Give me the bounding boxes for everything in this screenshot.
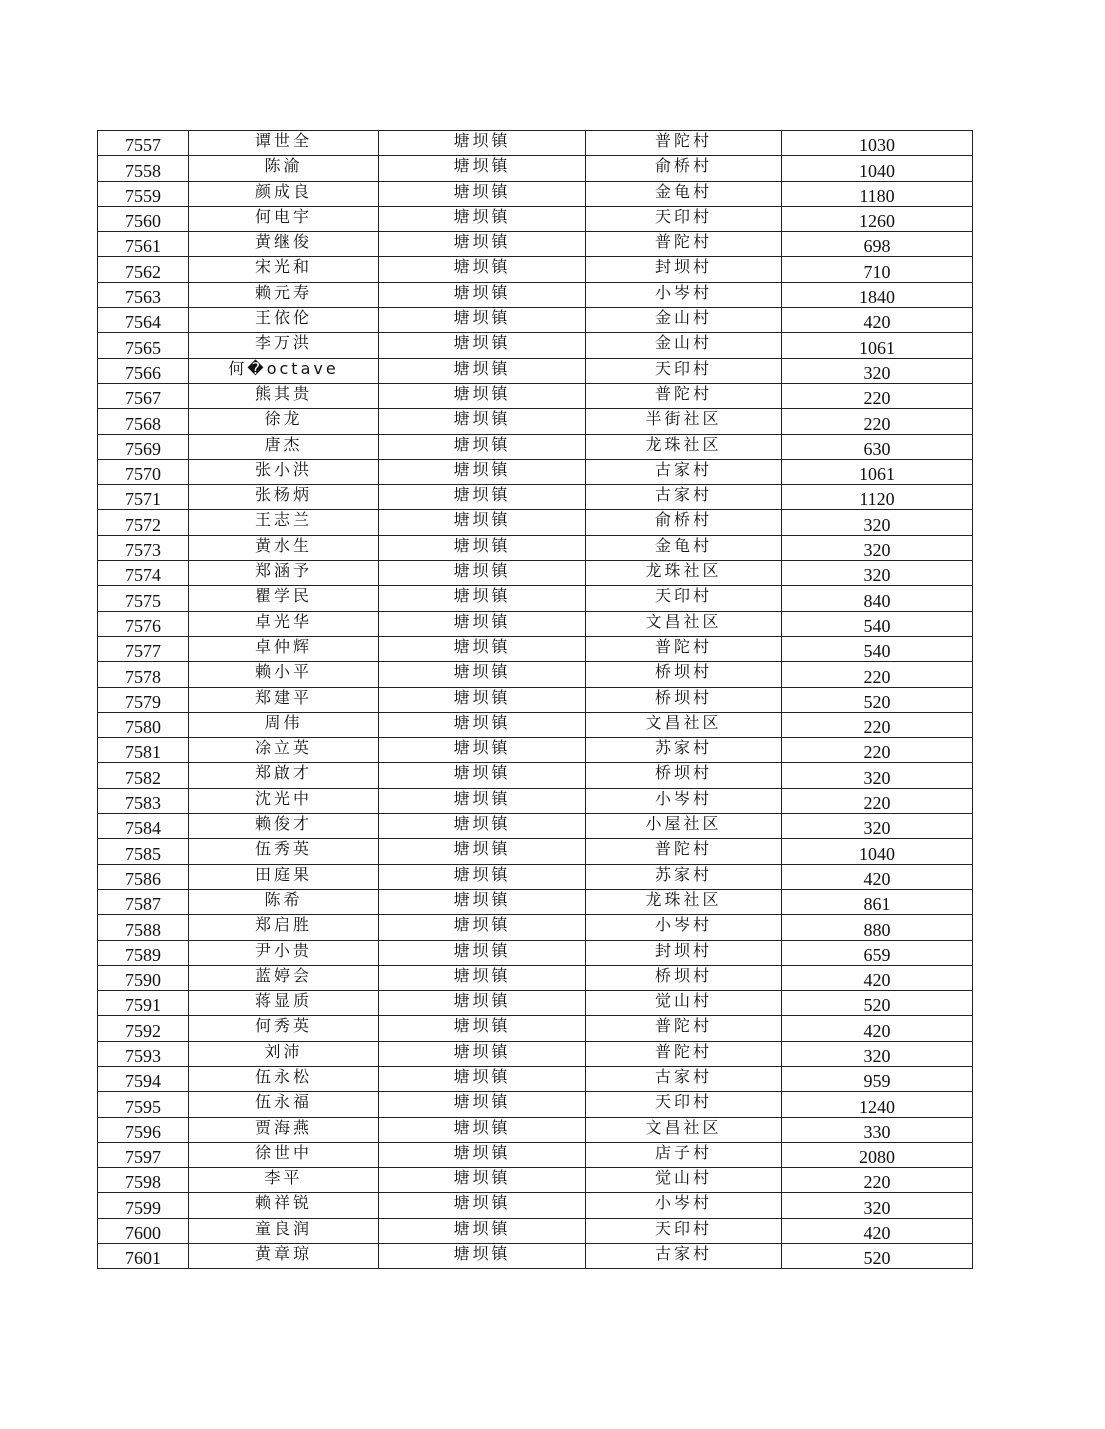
amount-cell: 420 [782, 1218, 973, 1243]
person-name-cell: 卓光华 [189, 611, 379, 636]
town-cell: 塘坝镇 [379, 814, 586, 839]
row-number-cell: 7586 [98, 864, 189, 889]
row-number-cell: 7598 [98, 1168, 189, 1193]
table-body [98, 131, 973, 1269]
village-cell: 古家村 [586, 459, 782, 484]
town-cell: 塘坝镇 [379, 763, 586, 788]
village-cell: 文昌社区 [586, 611, 782, 636]
row-number-cell: 7578 [98, 662, 189, 687]
town-cell: 塘坝镇 [379, 181, 586, 206]
table-row [98, 586, 973, 611]
row-number-cell: 7579 [98, 687, 189, 712]
town-cell: 塘坝镇 [379, 232, 586, 257]
table-row [98, 662, 973, 687]
amount-cell: 2080 [782, 1142, 973, 1167]
village-cell: 小岑村 [586, 1193, 782, 1218]
row-number-cell: 7593 [98, 1041, 189, 1066]
table-row [98, 636, 973, 661]
amount-cell: 220 [782, 1168, 973, 1193]
town-cell: 塘坝镇 [379, 131, 586, 156]
town-cell: 塘坝镇 [379, 1142, 586, 1167]
table-row [98, 510, 973, 535]
table-row [98, 889, 973, 914]
amount-cell: 1180 [782, 181, 973, 206]
person-name-cell: 何�octave [189, 358, 379, 383]
person-name-cell: 郑啟才 [189, 763, 379, 788]
row-number-cell: 7569 [98, 434, 189, 459]
town-cell: 塘坝镇 [379, 1016, 586, 1041]
amount-cell: 420 [782, 864, 973, 889]
amount-cell: 710 [782, 257, 973, 282]
amount-cell: 520 [782, 991, 973, 1016]
row-number-cell: 7590 [98, 965, 189, 990]
row-number-cell: 7573 [98, 535, 189, 560]
town-cell: 塘坝镇 [379, 1041, 586, 1066]
row-number-cell: 7576 [98, 611, 189, 636]
town-cell: 塘坝镇 [379, 1066, 586, 1091]
village-cell: 普陀村 [586, 383, 782, 408]
row-number-cell: 7558 [98, 156, 189, 181]
town-cell: 塘坝镇 [379, 687, 586, 712]
village-cell: 金山村 [586, 308, 782, 333]
table-row [98, 1142, 973, 1167]
town-cell: 塘坝镇 [379, 991, 586, 1016]
amount-cell: 880 [782, 915, 973, 940]
person-name-cell: 赖元寿 [189, 282, 379, 307]
amount-cell: 220 [782, 788, 973, 813]
table-row [98, 940, 973, 965]
table-row [98, 738, 973, 763]
amount-cell: 1061 [782, 459, 973, 484]
village-cell: 天印村 [586, 358, 782, 383]
table-row [98, 1041, 973, 1066]
amount-cell: 1260 [782, 206, 973, 231]
person-name-cell: 谭世全 [189, 131, 379, 156]
table-row [98, 206, 973, 231]
person-name-cell: 刘沛 [189, 1041, 379, 1066]
row-number-cell: 7566 [98, 358, 189, 383]
person-name-cell: 宋光和 [189, 257, 379, 282]
person-name-cell: 沈光中 [189, 788, 379, 813]
person-name-cell: 何电宇 [189, 206, 379, 231]
person-name-cell: 赖祥锐 [189, 1193, 379, 1218]
row-number-cell: 7582 [98, 763, 189, 788]
row-number-cell: 7581 [98, 738, 189, 763]
table-row [98, 308, 973, 333]
row-number-cell: 7577 [98, 636, 189, 661]
person-name-cell: 何秀英 [189, 1016, 379, 1041]
person-name-cell: 张杨炳 [189, 485, 379, 510]
table-row [98, 712, 973, 737]
table-row [98, 839, 973, 864]
person-name-cell: 陈渝 [189, 156, 379, 181]
person-name-cell: 唐杰 [189, 434, 379, 459]
town-cell: 塘坝镇 [379, 383, 586, 408]
town-cell: 塘坝镇 [379, 485, 586, 510]
person-name-cell: 徐龙 [189, 409, 379, 434]
table-row [98, 965, 973, 990]
town-cell: 塘坝镇 [379, 535, 586, 560]
row-number-cell: 7600 [98, 1218, 189, 1243]
amount-cell: 520 [782, 1244, 973, 1269]
table-row [98, 1193, 973, 1218]
table-row [98, 864, 973, 889]
village-cell: 封坝村 [586, 940, 782, 965]
table-row [98, 232, 973, 257]
table-row [98, 561, 973, 586]
row-number-cell: 7568 [98, 409, 189, 434]
row-number-cell: 7560 [98, 206, 189, 231]
amount-cell: 420 [782, 1016, 973, 1041]
village-cell: 古家村 [586, 1066, 782, 1091]
village-cell: 小岑村 [586, 915, 782, 940]
person-name-cell: 徐世中 [189, 1142, 379, 1167]
amount-cell: 1240 [782, 1092, 973, 1117]
village-cell: 龙珠社区 [586, 561, 782, 586]
village-cell: 桥坝村 [586, 965, 782, 990]
town-cell: 塘坝镇 [379, 940, 586, 965]
amount-cell: 320 [782, 535, 973, 560]
village-cell: 普陀村 [586, 1016, 782, 1041]
person-name-cell: 伍永福 [189, 1092, 379, 1117]
town-cell: 塘坝镇 [379, 434, 586, 459]
town-cell: 塘坝镇 [379, 1117, 586, 1142]
person-name-cell: 黄继俊 [189, 232, 379, 257]
row-number-cell: 7572 [98, 510, 189, 535]
village-cell: 古家村 [586, 485, 782, 510]
amount-cell: 320 [782, 1041, 973, 1066]
village-cell: 天印村 [586, 206, 782, 231]
amount-cell: 330 [782, 1117, 973, 1142]
table-row [98, 814, 973, 839]
town-cell: 塘坝镇 [379, 839, 586, 864]
village-cell: 苏家村 [586, 864, 782, 889]
village-cell: 文昌社区 [586, 1117, 782, 1142]
town-cell: 塘坝镇 [379, 257, 586, 282]
amount-cell: 659 [782, 940, 973, 965]
row-number-cell: 7599 [98, 1193, 189, 1218]
person-name-cell: 郑涵予 [189, 561, 379, 586]
town-cell: 塘坝镇 [379, 156, 586, 181]
village-cell: 文昌社区 [586, 712, 782, 737]
data-table [97, 130, 973, 1269]
row-number-cell: 7594 [98, 1066, 189, 1091]
amount-cell: 1040 [782, 839, 973, 864]
town-cell: 塘坝镇 [379, 1218, 586, 1243]
row-number-cell: 7574 [98, 561, 189, 586]
amount-cell: 840 [782, 586, 973, 611]
town-cell: 塘坝镇 [379, 1168, 586, 1193]
row-number-cell: 7562 [98, 257, 189, 282]
row-number-cell: 7589 [98, 940, 189, 965]
amount-cell: 1120 [782, 485, 973, 510]
row-number-cell: 7601 [98, 1244, 189, 1269]
person-name-cell: 伍永松 [189, 1066, 379, 1091]
town-cell: 塘坝镇 [379, 409, 586, 434]
town-cell: 塘坝镇 [379, 510, 586, 535]
amount-cell: 420 [782, 308, 973, 333]
amount-cell: 540 [782, 636, 973, 661]
row-number-cell: 7570 [98, 459, 189, 484]
town-cell: 塘坝镇 [379, 206, 586, 231]
village-cell: 龙珠社区 [586, 434, 782, 459]
amount-cell: 540 [782, 611, 973, 636]
table-row [98, 409, 973, 434]
village-cell: 普陀村 [586, 232, 782, 257]
table-row [98, 131, 973, 156]
row-number-cell: 7561 [98, 232, 189, 257]
table-row [98, 1066, 973, 1091]
table-row [98, 1117, 973, 1142]
town-cell: 塘坝镇 [379, 636, 586, 661]
person-name-cell: 黄章琼 [189, 1244, 379, 1269]
village-cell: 店子村 [586, 1142, 782, 1167]
row-number-cell: 7591 [98, 991, 189, 1016]
table-row [98, 1168, 973, 1193]
amount-cell: 1040 [782, 156, 973, 181]
amount-cell: 220 [782, 738, 973, 763]
town-cell: 塘坝镇 [379, 662, 586, 687]
town-cell: 塘坝镇 [379, 308, 586, 333]
row-number-cell: 7565 [98, 333, 189, 358]
table-row [98, 991, 973, 1016]
person-name-cell: 陈希 [189, 889, 379, 914]
person-name-cell: 赖小平 [189, 662, 379, 687]
amount-cell: 320 [782, 358, 973, 383]
village-cell: 觉山村 [586, 1168, 782, 1193]
table-row [98, 434, 973, 459]
table-row [98, 535, 973, 560]
person-name-cell: 郑启胜 [189, 915, 379, 940]
village-cell: 觉山村 [586, 991, 782, 1016]
village-cell: 俞桥村 [586, 510, 782, 535]
person-name-cell: 贾海燕 [189, 1117, 379, 1142]
amount-cell: 320 [782, 763, 973, 788]
amount-cell: 630 [782, 434, 973, 459]
village-cell: 龙珠社区 [586, 889, 782, 914]
village-cell: 古家村 [586, 1244, 782, 1269]
person-name-cell: 赖俊才 [189, 814, 379, 839]
amount-cell: 220 [782, 662, 973, 687]
table-row [98, 181, 973, 206]
person-name-cell: 王依伦 [189, 308, 379, 333]
village-cell: 小岑村 [586, 282, 782, 307]
row-number-cell: 7559 [98, 181, 189, 206]
town-cell: 塘坝镇 [379, 712, 586, 737]
amount-cell: 861 [782, 889, 973, 914]
table-row [98, 333, 973, 358]
person-name-cell: 凃立英 [189, 738, 379, 763]
row-number-cell: 7575 [98, 586, 189, 611]
village-cell: 苏家村 [586, 738, 782, 763]
town-cell: 塘坝镇 [379, 1244, 586, 1269]
row-number-cell: 7564 [98, 308, 189, 333]
amount-cell: 220 [782, 409, 973, 434]
row-number-cell: 7563 [98, 282, 189, 307]
row-number-cell: 7567 [98, 383, 189, 408]
village-cell: 普陀村 [586, 839, 782, 864]
table-row [98, 611, 973, 636]
town-cell: 塘坝镇 [379, 965, 586, 990]
person-name-cell: 蒋显质 [189, 991, 379, 1016]
amount-cell: 520 [782, 687, 973, 712]
person-name-cell: 熊其贵 [189, 383, 379, 408]
village-cell: 普陀村 [586, 636, 782, 661]
town-cell: 塘坝镇 [379, 738, 586, 763]
village-cell: 桥坝村 [586, 662, 782, 687]
village-cell: 桥坝村 [586, 763, 782, 788]
village-cell: 天印村 [586, 586, 782, 611]
town-cell: 塘坝镇 [379, 611, 586, 636]
amount-cell: 320 [782, 561, 973, 586]
amount-cell: 1840 [782, 282, 973, 307]
table-row [98, 1016, 973, 1041]
village-cell: 金龟村 [586, 535, 782, 560]
table-row [98, 383, 973, 408]
person-name-cell: 伍秀英 [189, 839, 379, 864]
table-row [98, 485, 973, 510]
row-number-cell: 7557 [98, 131, 189, 156]
town-cell: 塘坝镇 [379, 1092, 586, 1117]
village-cell: 天印村 [586, 1092, 782, 1117]
person-name-cell: 颜成良 [189, 181, 379, 206]
town-cell: 塘坝镇 [379, 459, 586, 484]
town-cell: 塘坝镇 [379, 1193, 586, 1218]
row-number-cell: 7585 [98, 839, 189, 864]
person-name-cell: 黄水生 [189, 535, 379, 560]
amount-cell: 420 [782, 965, 973, 990]
person-name-cell: 卓仲辉 [189, 636, 379, 661]
village-cell: 天印村 [586, 1218, 782, 1243]
amount-cell: 320 [782, 1193, 973, 1218]
amount-cell: 320 [782, 510, 973, 535]
row-number-cell: 7583 [98, 788, 189, 813]
town-cell: 塘坝镇 [379, 889, 586, 914]
row-number-cell: 7587 [98, 889, 189, 914]
village-cell: 半街社区 [586, 409, 782, 434]
person-name-cell: 李万洪 [189, 333, 379, 358]
person-name-cell: 郑建平 [189, 687, 379, 712]
amount-cell: 320 [782, 814, 973, 839]
person-name-cell: 田庭果 [189, 864, 379, 889]
person-name-cell: 周伟 [189, 712, 379, 737]
village-cell: 封坝村 [586, 257, 782, 282]
table-row [98, 687, 973, 712]
row-number-cell: 7588 [98, 915, 189, 940]
village-cell: 桥坝村 [586, 687, 782, 712]
table-row [98, 788, 973, 813]
person-name-cell: 童良润 [189, 1218, 379, 1243]
village-cell: 小屋社区 [586, 814, 782, 839]
amount-cell: 698 [782, 232, 973, 257]
town-cell: 塘坝镇 [379, 586, 586, 611]
table-row [98, 1092, 973, 1117]
table-row [98, 763, 973, 788]
village-cell: 俞桥村 [586, 156, 782, 181]
person-name-cell: 张小洪 [189, 459, 379, 484]
table-row [98, 358, 973, 383]
amount-cell: 1061 [782, 333, 973, 358]
town-cell: 塘坝镇 [379, 282, 586, 307]
town-cell: 塘坝镇 [379, 561, 586, 586]
amount-cell: 1030 [782, 131, 973, 156]
village-cell: 普陀村 [586, 1041, 782, 1066]
row-number-cell: 7595 [98, 1092, 189, 1117]
table-row [98, 915, 973, 940]
person-name-cell: 瞿学民 [189, 586, 379, 611]
town-cell: 塘坝镇 [379, 333, 586, 358]
village-cell: 小岑村 [586, 788, 782, 813]
village-cell: 金龟村 [586, 181, 782, 206]
row-number-cell: 7596 [98, 1117, 189, 1142]
row-number-cell: 7571 [98, 485, 189, 510]
person-name-cell: 尹小贵 [189, 940, 379, 965]
table-row [98, 1244, 973, 1269]
table-row [98, 1218, 973, 1243]
row-number-cell: 7584 [98, 814, 189, 839]
row-number-cell: 7597 [98, 1142, 189, 1167]
person-name-cell: 蓝婷会 [189, 965, 379, 990]
village-cell: 普陀村 [586, 131, 782, 156]
village-cell: 金山村 [586, 333, 782, 358]
town-cell: 塘坝镇 [379, 864, 586, 889]
town-cell: 塘坝镇 [379, 788, 586, 813]
town-cell: 塘坝镇 [379, 915, 586, 940]
row-number-cell: 7592 [98, 1016, 189, 1041]
table-row [98, 156, 973, 181]
town-cell: 塘坝镇 [379, 358, 586, 383]
amount-cell: 220 [782, 712, 973, 737]
person-name-cell: 李平 [189, 1168, 379, 1193]
table-row [98, 459, 973, 484]
row-number-cell: 7580 [98, 712, 189, 737]
table-row [98, 257, 973, 282]
table-row [98, 282, 973, 307]
amount-cell: 220 [782, 383, 973, 408]
person-name-cell: 王志兰 [189, 510, 379, 535]
amount-cell: 959 [782, 1066, 973, 1091]
